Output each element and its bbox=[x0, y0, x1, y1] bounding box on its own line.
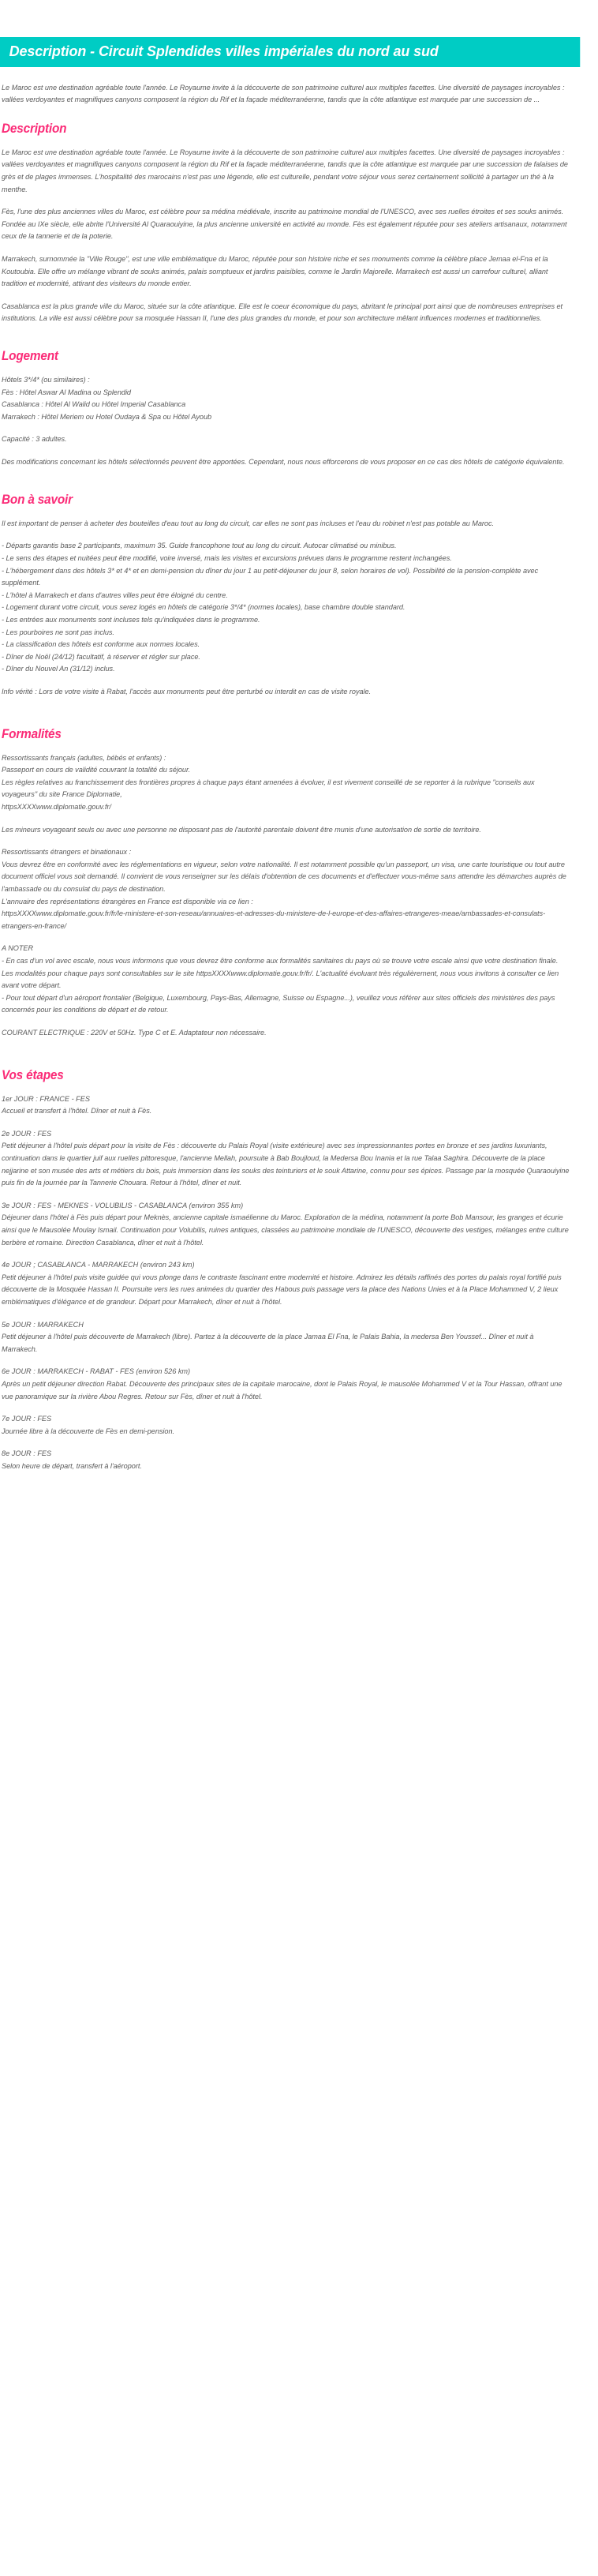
day-title: 5e JOUR : MARRAKECH bbox=[2, 1320, 84, 1329]
day-text: Après un petit déjeuner direction Rabat. Découverte des principaux sites de la capitale marocaine, dont le Palais Royal, le mausolée Mohammed V et la Tour Hassan, offrant une vue panoramique sur la rivière Abou Regres. Retour sur Fès, dîner et nuit à l'hôtel. bbox=[2, 1379, 562, 1401]
itinerary-day bbox=[2, 1128, 596, 1190]
logement-hotel-line: Hôtels 3*/4* (ou similaires) : bbox=[2, 376, 90, 385]
bon-a-savoir-bullet: - Dîner du Nouvel An (31/12) inclus. bbox=[2, 665, 115, 674]
a-noter-title: A NOTER bbox=[2, 944, 34, 954]
day-text: Journée libre à la découverte de Fès en demi-pension. bbox=[2, 1427, 175, 1436]
day-text: Petit déjeuner à l'hôtel puis visite guidée qui vous plonge dans le contraste fascinant entre modernité et histoire. Admirez les détails raffinés des portes du palais royal fortifié puis découverte de la Mosquée Hassan II. Poursuite vers les rues animées du quartier des Habous puis passage vers la place des Nations Unies et à la Place Mohammed V, 2 lieux emblématiques d'élégance et de grandeur. Départ pour Marrakech, dîner et nuit à l'hôtel. bbox=[2, 1273, 562, 1307]
day-text: Selon heure de départ, transfert à l'aéroport. bbox=[2, 1461, 142, 1471]
formalites-foreigners-block bbox=[2, 846, 596, 932]
day-title: 7e JOUR : FES bbox=[2, 1415, 52, 1424]
itinerary-day bbox=[2, 1413, 596, 1438]
bon-a-savoir-bullet: - L'hébergement dans des hôtels 3* et 4* et en demi-pension du dîner du jour 1 au petit-déjeuner du jour 8, selon horaires de vol). Possibilité de la pension-complète avec supplément. bbox=[2, 566, 539, 588]
itinerary-day bbox=[2, 1319, 596, 1356]
document-body bbox=[0, 67, 598, 1494]
courant-electrique: COURANT ELECTRIQUE : 220V et 50Hz. Type C et E. Adaptateur non nécessaire. bbox=[2, 1028, 267, 1037]
day-text: Petit déjeuner à l'hôtel puis découverte de Marrakech (libre). Partez à la découverte de la place Jamaa El Fna, le Palais Bahia, la medersa Ben Youssef... Dîner et nuit à Marrakech. bbox=[2, 1333, 534, 1354]
formalites-line: Passeport en cours de validité couvrant la totalité du séjour. bbox=[2, 766, 191, 775]
formalites-url-line: httpsXXXXwww.diplomatie.gouv.fr/fr/le-ministere-et-son-reseau/annuaires-et-adresses-du-ministere-de-l-europe-et-des-affaires-etrangeres-meae/ambassades-et-consulats-etrangers-en-france/ bbox=[2, 909, 546, 931]
bon-a-savoir-bullet: - Départs garantis base 2 participants, maximum 35. Guide francophone tout au long du circuit. Autocar climatisé ou minibus. bbox=[2, 542, 397, 551]
logement-hotel-list bbox=[2, 374, 596, 423]
a-noter-list bbox=[2, 955, 596, 1017]
bon-a-savoir-bullet: - Les pourboires ne sont pas inclus. bbox=[2, 628, 114, 637]
formalites-minors: Les mineurs voyageant seuls ou avec une personne ne disposant pas de l'autorité parentale doivent être munis d'une autorisation de sortie de territoire. bbox=[2, 825, 481, 834]
section-heading-logement: Logement bbox=[2, 348, 58, 363]
day-text: Déjeuner dans l'hôtel à Fès puis départ pour Meknès, ancienne capitale ismaélienne du Maroc. Exploration de la médina, notamment la porte Bob Mansour, les granges et écurie ainsi que le Mausolée Moulay Ismail. Continuation pour Volubilis, ruines antiques, classées au patrimoine mondiale de l'UNESCO, découverte des vestiges, mélanges entre culture berbère et romaine. Direction Casablanca, dîner et nuit à l'hôtel. bbox=[2, 1213, 569, 1247]
description-paragraph-1: Le Maroc est une destination agréable toute l'année. Le Royaume invite à la découverte de son patrimoine culturel aux multiples facettes. Une diversité de paysages incroyables : vallées verdoyantes et magnifiques canyons composent la région du Rif et la façade méditerranéenne, tandis que la côte atlantique est marquée par une succession de falaises de grès et de plages immenses. L'hospitalité des marocains n'est pas une légende, elle est culturelle, pendant votre séjour vous serez certainement sollicité à partager un thé à la menthe. bbox=[2, 148, 568, 194]
bon-a-savoir-bullet: - Dîner de Noël (24/12) facultatif, à réserver et régler sur place. bbox=[2, 652, 200, 662]
day-title: 4e JOUR ; CASABLANCA - MARRAKECH (environ 243 km) bbox=[2, 1261, 195, 1270]
bon-a-savoir-bullet: - La classification des hôtels est conforme aux normes locales. bbox=[2, 640, 200, 650]
formalites-nationals-block bbox=[2, 752, 596, 814]
bon-a-savoir-bullet-list bbox=[2, 540, 596, 676]
day-title: 2e JOUR : FES bbox=[2, 1129, 52, 1138]
intro-paragraph: Le Maroc est une destination agréable toute l'année. Le Royaume invite à la découverte de son patrimoine culturel aux multiples facettes. Une diversité de paysages incroyables : vallées verdoyantes et magnifiques canyons composent la région du Rif et la façade méditerranéenne, tandis que la côte atlantique est marquée par une succession de ... bbox=[2, 83, 565, 105]
itinerary-day bbox=[2, 1093, 596, 1118]
logement-hotel-line: Marrakech : Hôtel Meriem ou Hotel Oudaya & Spa ou Hôtel Ayoub bbox=[2, 412, 212, 422]
section-heading-description: Description bbox=[2, 121, 67, 136]
logement-capacity: Capacité : 3 adultes. bbox=[2, 435, 67, 444]
day-title: 3e JOUR : FES - MEKNES - VOLUBILIS - CASABLANCA (environ 355 km) bbox=[2, 1201, 244, 1210]
bon-a-savoir-bullet: - Logement durant votre circuit, vous serez logés en hôtels de catégorie 3*/4* (normes locales), base chambre double standard. bbox=[2, 603, 406, 613]
day-title: 8e JOUR : FES bbox=[2, 1449, 52, 1459]
logement-hotel-line: Casablanca : Hôtel Al Walid ou Hôtel Imperial Casablanca bbox=[2, 400, 186, 410]
description-paragraph-3: Marrakech, surnommée la "Ville Rouge", est une ville emblématique du Maroc, réputée pour son histoire riche et ses monuments comme la célèbre place Jemaa el-Fna et la Koutoubia. Elle offre un mélange vibrant de souks animés, palais somptueux et jardins paisibles, comme le Jardin Majorelle. Marrakech est aussi un carrefour culturel, alliant tradition et modernité, attirant des visiteurs du monde entier. bbox=[2, 254, 548, 289]
section-heading-vos-etapes: Vos étapes bbox=[2, 1067, 64, 1082]
description-paragraph-2: Fès, l'une des plus anciennes villes du Maroc, est célèbre pour sa médina médiévale, inscrite au patrimoine mondial de l'UNESCO, avec ses ruelles étroites et ses souks animés. Fondée au IXe siècle, elle abrite l'Université Al Quaraouiyine, la plus ancienne université en activité au monde. Fès est également réputée pour ses ateliers artisanaux, notamment ceux de la tannerie et de la poterie. bbox=[2, 208, 567, 242]
logement-hotel-line: Fès : Hôtel Aswar Al Madina ou Splendid bbox=[2, 388, 131, 397]
bon-a-savoir-intro: Il est important de penser à acheter des bouteilles d'eau tout au long du circuit, car elles ne sont pas incluses et l'eau du robinet n'est pas potable au Maroc. bbox=[2, 519, 495, 528]
bon-a-savoir-bullet: - L'hôtel à Marrakech et dans d'autres villes peut être éloigné du centre. bbox=[2, 591, 228, 600]
logement-note: Des modifications concernant les hôtels sélectionnés peuvent être apportées. Cependant, nous nous efforcerons de vous proposer en ce cas des hôtels de catégorie équivalente. bbox=[2, 458, 565, 467]
description-paragraph-4: Casablanca est la plus grande ville du Maroc, située sur la côte atlantique. Elle est le coeur économique du pays, abritant le principal port ainsi que de nombreuses entreprises et institutions. La ville est aussi célèbre pour sa mosquée Hassan II, l'une des plus grandes du monde, et pour son architecture mêlant influences modernes et traditionnelles. bbox=[2, 302, 563, 324]
a-noter-line: - En cas d'un vol avec escale, nous vous informons que vous devrez être conforme aux formalités sanitaires du pays où se trouve votre escale ainsi que votre destination finale. bbox=[2, 956, 559, 966]
formalites-line: Ressortissants étrangers et binationaux : bbox=[2, 848, 132, 857]
bon-a-savoir-bullet: - Les entrées aux monuments sont incluses tels qu'indiquées dans le programme. bbox=[2, 615, 260, 624]
itinerary-day bbox=[2, 1366, 596, 1403]
formalites-line: Vous devrez être en conformité avec les réglementations en vigueur, selon votre nationalité. Il est notamment possible qu'un passeport, un visa, une carte touristique ou tout autre document officiel vous soit demandé. Il convient de vous renseigner sur les délais d'obtention de ces documents et d'effectuer vous-même sans attendre les démarches auprès de l'ambassade ou du consulat du pays de destination. bbox=[2, 860, 566, 894]
formalites-url-line: httpsXXXXwww.diplomatie.gouv.fr/ bbox=[2, 803, 111, 812]
page-banner bbox=[0, 37, 580, 67]
day-text: Petit déjeuner à l'hôtel puis départ pour la visite de Fès : découverte du Palais Royal (visite extérieure) avec ses impressionnantes portes en bronze et ses jardins luxuriants, continuation dans le quartier juif aux ruelles pittoresque, l'ancienne Mellah, poursuite à Bab Boujloud, la Medersa Bou Inania et la rue Talaa Saghira. Découverte de la place nejjarine et son musée des arts et métiers du bois, puis immersion dans les souks des teinturiers et le souk Attarine, connu pour ses épices. Passage par la mosquée Quaraouiyine puis fin de la journée par la Tannerie Chouara. Retour à l'hôtel, dîner et nuit. bbox=[2, 1142, 570, 1188]
a-noter-line: Les modalités pour chaque pays sont consultables sur le site httpsXXXXwww.diplomatie.gouv.fr/fr/. L'actualité évoluant très régulièrement, nous vous invitons à consulter ce lien avant votre départ. bbox=[2, 969, 559, 991]
bon-a-savoir-bullet: - Le sens des étapes et nuitées peut être modifié, voire inversé, mais les visites et excursions prévues dans le programme restent inchangées. bbox=[2, 553, 452, 563]
formalites-line: Les règles relatives au franchissement des frontières propres à chaque pays étant amenées à évoluer, il est vivement conseillé de se reporter à la rubrique "conseils aux voyageurs" du site France Diplomatie, bbox=[2, 778, 535, 800]
section-heading-formalites: Formalités bbox=[2, 726, 62, 741]
itinerary-day bbox=[2, 1259, 596, 1308]
banner-title: Description - Circuit Splendides villes impériales du nord au sud bbox=[9, 43, 439, 59]
info-verite: Info vérité : Lors de votre visite à Rabat, l'accès aux monuments peut être perturbé ou interdit en cas de visite royale. bbox=[2, 687, 372, 696]
a-noter-line: - Pour tout départ d'un aéroport frontalier (Belgique, Luxembourg, Pays-Bas, Allemagne, Suisse ou Espagne...), veuillez vous référer aux sites officiels des ministères des pays concernés pour les conditions de départ et de retour. bbox=[2, 993, 555, 1015]
day-title: 1er JOUR : FRANCE - FES bbox=[2, 1094, 91, 1104]
formalites-line: L'annuaire des représentations étrangères en France est disponible via ce lien : bbox=[2, 897, 253, 906]
itinerary-day bbox=[2, 1200, 596, 1249]
formalites-line: Ressortissants français (adultes, bébés et enfants) : bbox=[2, 753, 166, 763]
itinerary-day bbox=[2, 1448, 596, 1472]
day-title: 6e JOUR : MARRAKECH - RABAT - FES (environ 526 km) bbox=[2, 1367, 191, 1377]
day-text: Accueil et transfert à l'hôtel. Dîner et nuit à Fès. bbox=[2, 1107, 152, 1116]
section-heading-bon-a-savoir: Bon à savoir bbox=[2, 492, 73, 507]
top-spacer bbox=[0, 0, 598, 37]
